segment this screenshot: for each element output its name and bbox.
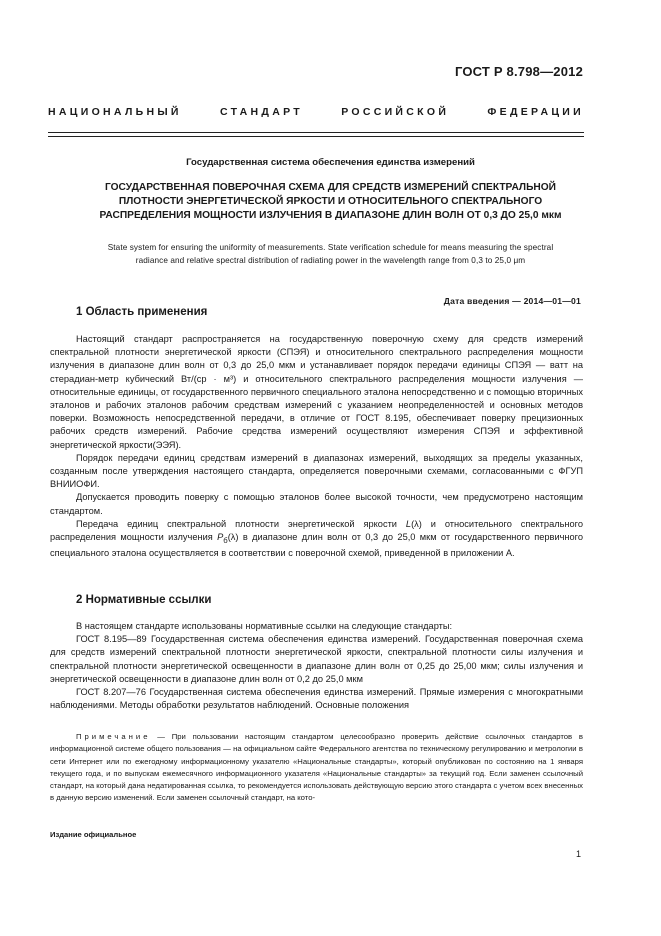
section-1-heading: 1 Область применения [76, 306, 208, 318]
english-title-line: State system for ensuring the uniformity of measurements. State verification schedule for means measuring the spectral [107, 243, 554, 252]
title-line: ПЛОТНОСТИ ЭНЕРГЕТИЧЕСКОЙ ЯРКОСТИ И ОТНОСИТЕЛЬНОГО СПЕКТРАЛЬНОГО [118, 196, 543, 207]
page-number: 1 [575, 849, 581, 859]
section-2-heading: 2 Нормативные ссылки [76, 594, 212, 606]
header-rule-bottom [48, 136, 584, 137]
introduction-date: Дата введения — 2014—01—01 [443, 296, 581, 306]
english-title [50, 241, 611, 267]
official-edition-label: Издание официальное [50, 830, 137, 839]
paragraph-text: (λ) и относительного спектрального распределения мощности излучения [50, 518, 583, 543]
section-2-body [50, 620, 583, 712]
symbol-subscript: б [223, 535, 228, 545]
title-line: РАСПРЕДЕЛЕНИЯ МОЩНОСТИ ИЗЛУЧЕНИЯ В ДИАПАЗОНЕ ДЛИН ВОЛН ОТ 0,3 ДО 25,0 мкм [99, 210, 562, 221]
reference-gost-8-195: ГОСТ 8.195—89 Государственная система обеспечения единства измерений. Государственная поверочная схема для средств измерений спектральной плотности энергетической яркости, спектральной плотности силы излучения и спектральной плотности энергетической освещенности в диапазоне длин волн от 0,25 до 25,00 мкм; силы излучения и энергетической освещенности в диапазоне длин волн от 0,2 до 25,0 мкм [50, 634, 583, 684]
symbol-L: L [405, 518, 412, 529]
header-rule-top [48, 132, 584, 133]
note-text: — При пользовании настоящим стандартом целесообразно проверить действие ссылочных стандартов в информационной системе общего пользования — на официальном сайте Федерального агентства по техническому регулированию и метрологии в сети Интернет или по ежегодному информационному указателю «Национальные стандарты», который опубликован по состоянию на 1 января текущего года, и по выпускам ежемесячного информационного указателя «Национальные стандарты» за текущий год. Если заменен ссылочный стандарт, на который дана недатированная ссылка, то рекомендуется использовать действующую версию этого стандарта с учетом всех внесенных в данную версию изменений. Если заменен ссылочный стандарт, на кото- [50, 732, 583, 803]
system-title: Государственная система обеспечения единства измерений [186, 157, 475, 168]
paragraph-text: (λ) в диапазоне длин волн от 0,3 до 25,0 мкм от государственного первичного специального эталона осуществляется в соответствии с поверочной схемой, приведенной в приложении А. [50, 532, 583, 559]
note [50, 731, 583, 805]
paragraph: Настоящий стандарт распространяется на государственную поверочную схему для средств измерений спектральной плотности энергетической яркости (СПЭЯ) и относительного спектрального распределения мощности излучения в диапазоне длин волн от 0,3 до 25,0 мкм и устанавливает порядок передачи единицы СПЭЯ — ватт на стерадиан-метр кубический Вт/(ср · м³) и относительного спектрального распределения мощности излучения — относительные единицы, от государственного первичного специального эталона непосредственно и с помощью вторичных эталонов и рабочих эталонов рабочим средствам измерений с указанием неопределенностей и основных методов поверки. Возможность непосредственной передачи, в отличие от ГОСТ 8.195, обеспечивает поверку прецизионных рабочих средств измерений. Рабочие средства измерений осуществляют измерения СПЭЯ и эффективной энергетической яркости(ЭЭЯ). [50, 334, 583, 450]
document-title [50, 181, 611, 223]
symbol-P: P [217, 532, 224, 543]
paragraph [50, 518, 583, 560]
national-standard-banner: НАЦИОНАЛЬНЫЙ СТАНДАРТ РОССИЙСКОЙ ФЕДЕРАЦИИ [48, 106, 584, 118]
paragraph: В настоящем стандарте использованы нормативные ссылки на следующие стандарты: [76, 621, 453, 631]
paragraph-text: Передача единиц спектральной плотности энергетической яркости [76, 518, 406, 529]
reference-gost-8-207: ГОСТ 8.207—76 Государственная система обеспечения единства измерений. Прямые измерения с многократными наблюдениями. Методы обработки результатов наблюдений. Основные положения [50, 687, 583, 711]
standard-code: ГОСТ Р 8.798—2012 [454, 64, 583, 79]
title-line: ГОСУДАРСТВЕННАЯ ПОВЕРОЧНАЯ СХЕМА ДЛЯ СРЕДСТВ ИЗМЕРЕНИЙ СПЕКТРАЛЬНОЙ [104, 182, 556, 193]
section-1-body [50, 333, 583, 560]
english-title-line: radiance and relative spectral distribution of radiating power in the wavelength range from 0,3 to 25,0 μm [135, 256, 526, 265]
paragraph: Допускается проводить поверку с помощью эталонов более высокой точности, чем предусмотрено настоящим стандартом. [50, 492, 583, 516]
note-label: Примечание [76, 732, 151, 741]
paragraph: Порядок передачи единиц средствам измерений в диапазонах измерений, выходящих за пределы указанных, созданным после утверждения настоящего стандарта, определяется поверочными схемами, согласованными с ФГУП ВНИИОФИ. [50, 452, 583, 490]
